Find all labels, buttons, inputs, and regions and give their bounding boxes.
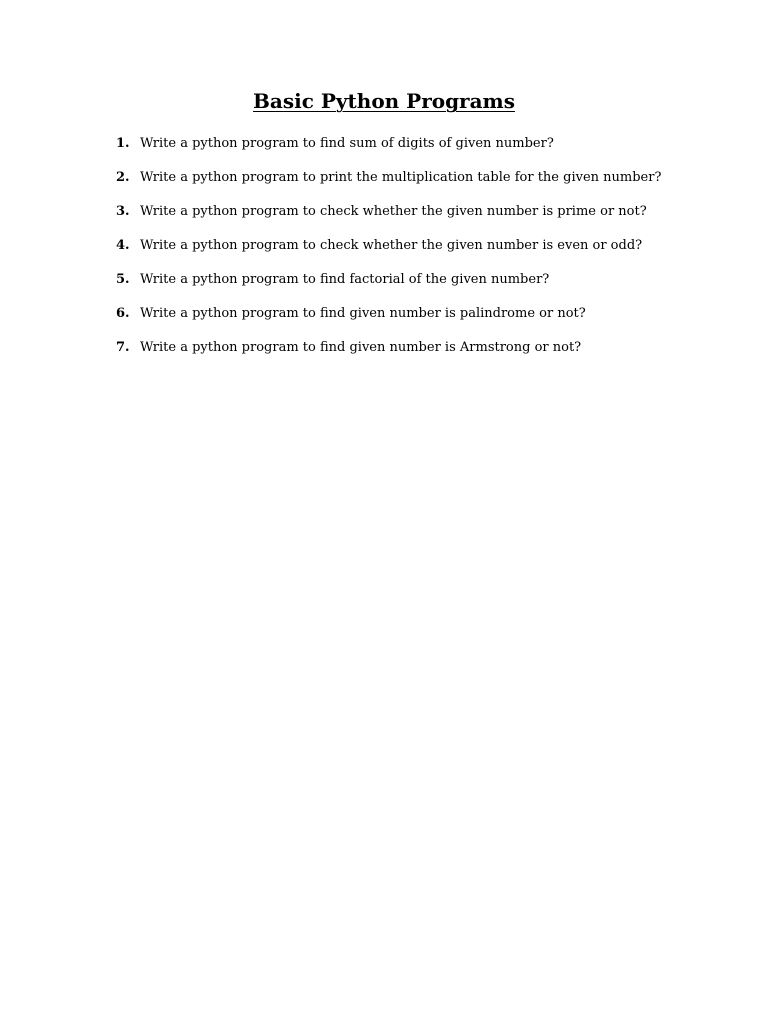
question-text: Write a python program to find sum of digits of given number?: [140, 136, 554, 151]
question-item: [0, 270, 768, 304]
question-number: 5.: [116, 272, 130, 287]
question-number: 7.: [116, 340, 130, 355]
question-item: [0, 202, 768, 236]
page-title-text: Basic Python Programs: [253, 89, 515, 113]
question-item: [0, 168, 768, 202]
question-item: [0, 338, 768, 372]
question-text: Write a python program to find given number is Armstrong or not?: [140, 340, 582, 355]
question-item: [0, 236, 768, 270]
question-number: 1.: [116, 136, 130, 151]
question-text: Write a python program to check whether the given number is even or odd?: [140, 238, 643, 253]
question-list: [0, 134, 768, 372]
question-text: Write a python program to print the multiplication table for the given number?: [140, 170, 662, 185]
question-text: Write a python program to find factorial of the given number?: [140, 272, 550, 287]
question-number: 3.: [116, 204, 130, 219]
question-number: 2.: [116, 170, 130, 185]
question-number: 4.: [116, 238, 130, 253]
question-number: 6.: [116, 306, 130, 321]
question-item: [0, 304, 768, 338]
question-text: Write a python program to find given number is palindrome or not?: [140, 306, 586, 321]
page-title: [0, 87, 768, 115]
question-item: [0, 134, 768, 168]
question-text: Write a python program to check whether the given number is prime or not?: [140, 204, 647, 219]
